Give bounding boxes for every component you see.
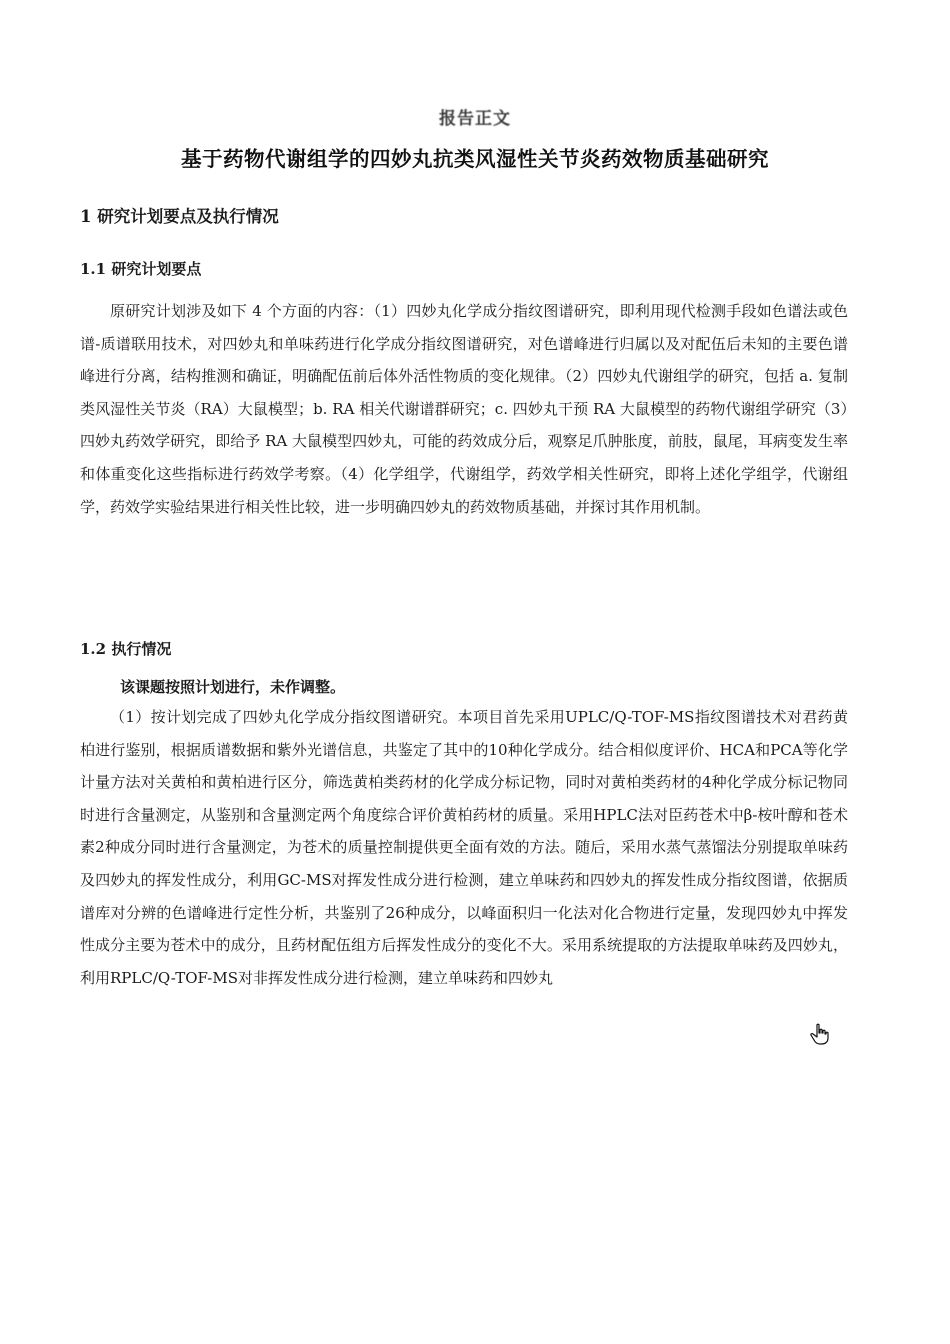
report-header-label: 报告正文 (439, 109, 511, 129)
section-heading-1-2: 1.2 执行情况 (80, 640, 172, 658)
document-title: 基于药物代谢组学的四妙丸抗类风湿性关节炎药效物质基础研究 (181, 147, 769, 171)
section-heading-1: 1 研究计划要点及执行情况 (80, 207, 279, 226)
hand-pointer-icon (808, 1022, 832, 1046)
paragraph-execution: （1）按计划完成了四妙丸化学成分指纹图谱研究。本项目首先采用UPLC/Q-TOF-MS指纹图谱技术对君药黄柏进行鉴别，根据质谱数据和紫外光谱信息，共鉴定了其中的10种化学成分。结合相似度评价、HCA和PCA等化学计量方法对关黄柏和黄柏进行区分，筛选黄柏类药材的化学成分标记物，同时对黄柏类药材的4种化学成分标记物同时进行含量测定，从鉴别和含量测定两个角度综合评价黄柏药材的质量。采用HPLC法对臣药苍术中β-桉叶醇和苍术素2种成分同时进行含量测定，为苍术的质量控制提供更全面有效的方法。随后，采用水蒸气蒸馏法分别提取单味药及四妙丸的挥发性成分，利用GC-MS对挥发性成分进行检测，建立单味药和四妙丸的挥发性成分指纹图谱，依据质谱库对分辨的色谱峰进行定性分析，共鉴别了26种成分，以峰面积归一化法对化合物进行定量，发现四妙丸中挥发性成分主要为苍术中的成分，且药材配伍组方后挥发性成分的变化不大。采用系统提取的方法提取单味药及四妙丸，利用RPLC/Q-TOF-MS对非挥发性成分进行检测，建立单味药和四妙丸 (80, 708, 848, 987)
section-heading-1-1: 1.1 研究计划要点 (80, 260, 202, 278)
execution-note: 该课题按照计划进行，未作调整。 (120, 678, 346, 696)
paragraph-research-plan: 原研究计划涉及如下 4 个方面的内容：（1）四妙丸化学成分指纹图谱研究，即利用现代检测手段如色谱法或色谱-质谱联用技术，对四妙丸和单味药进行化学成分指纹图谱研究，对色谱峰进行归属以及对配伍后未知的主要色谱峰进行分离，结构推测和确证，明确配伍前后体外活性物质的变化规律。（2）四妙丸代谢组学的研究，包括 a. 复制类风湿性关节炎（RA）大鼠模型；b. RA 相关代谢谱群研究；c. 四妙丸干预 RA 大鼠模型的药物代谢组学研究（3）四妙丸药效学研究，即给予 RA 大鼠模型四妙丸，可能的药效成分后，观察足爪肿胀度，前肢，鼠尾，耳病变发生率和体重变化这些指标进行药效学考察。（4）化学组学，代谢组学，药效学相关性研究，即将上述化学组学，代谢组学，药效学实验结果进行相关性比较，进一步明确四妙丸的药效物质基础，并探讨其作用机制。 (80, 302, 848, 516)
